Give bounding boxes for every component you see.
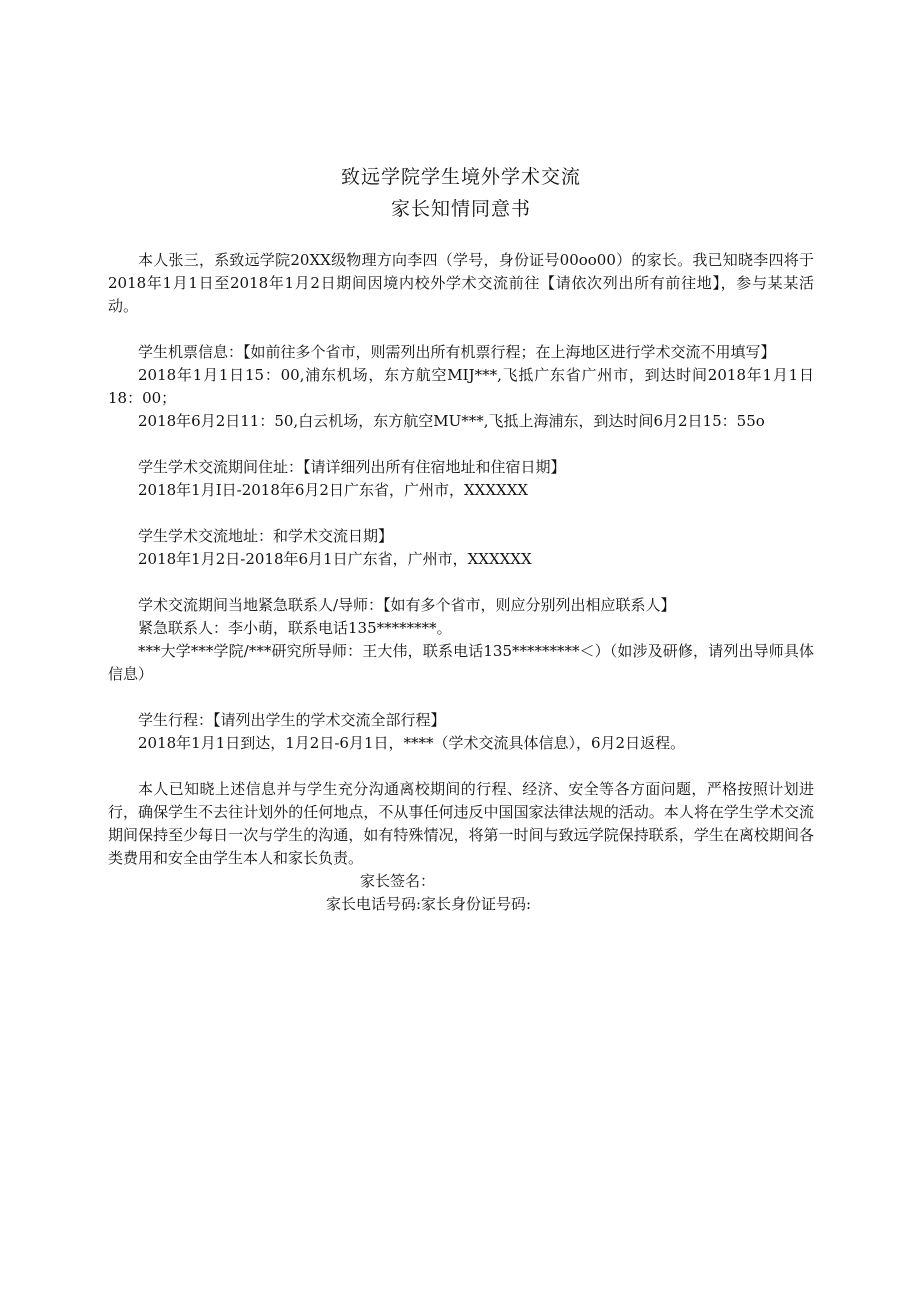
flight-item: 2018年6月2日11：50,白云机场，东方航空MU***,飞抵上海浦东，到达时间6月2日15：55o [138,412,765,430]
emergency-contact: 紧急联系人：李小萌，联系电话135********。 [138,619,452,637]
spacer [108,502,814,525]
itinerary-value: 2018年1月1日到达，1月2日-6月1日，****（学术交流具体信息），6月2日返程。 [138,734,686,752]
spacer [108,686,814,709]
parent-signature-label: 家长签名： [360,872,436,890]
flight-item: 2018年1月1日15：00,浦东机场，东方航空MIJ***,飞抵广东省广州市，到达时间2018年1月1日18：00； [108,366,814,407]
exchange-address-heading: 学生学术交流地址：和学术交流日期】 [138,527,394,545]
spacer [108,318,814,341]
contact-heading: 学术交流期间当地紧急联系人/导师：【如有多个省市，则应分别列出相应联系人】 [138,596,676,614]
document-title-line1: 致远学院学生境外学术交流 [340,166,581,188]
itinerary-heading: 学生行程：【请列出学生的学术交流全部行程】 [138,711,446,729]
intro-paragraph: 本人张三，系致远学院20XX级物理方向李四（学号，身份证号00oo00）的家长。我已知晓李四将于2018年1月1日至2018年1月2日期间因境内校外学术交流前往【请依次列出所有前往地】，参与某某活动。 [108,251,814,315]
spacer [108,755,814,778]
consent-document [108,0,814,916]
spacer [108,433,814,456]
statement-paragraph: 本人已知晓上述信息并与学生充分沟通离校期间的行程、经济、安全等各方面问题，严格按照计划进行，确保学生不去往计划外的任何地点，不从事任何违反中国国家法律法规的活动。本人将在学生学术交流期间保持至少每日一次与学生的沟通，如有特殊情况，将第一时间与致远学院保持联系，学生在离校期间各类费用和安全由学生本人和家长负责。 [108,780,814,867]
spacer [108,571,814,594]
parent-phone-id-label: 家长电话号码:家长身份证号码: [326,895,532,913]
exchange-address-value: 2018年1月2日-2018年6月1日广东省，广州市，XXXXXX [138,550,532,568]
residence-value: 2018年1月I日-2018年6月2日广东省，广州市，XXXXXX [138,481,529,499]
flight-heading: 学生机票信息：【如前往多个省市，则需列出所有机票行程；在上海地区进行学术交流不用填写】 [138,343,776,361]
document-title-line2: 家长知情同意书 [390,198,531,220]
mentor-contact: ***大学***学院/***研究所导师：王大伟，联系电话135*********＜）（如涉及研修，请列出导师具体信息） [108,642,814,683]
document-body [108,249,814,916]
residence-heading: 学生学术交流期间住址：【请详细列出所有住宿地址和住宿日期】 [138,458,566,476]
